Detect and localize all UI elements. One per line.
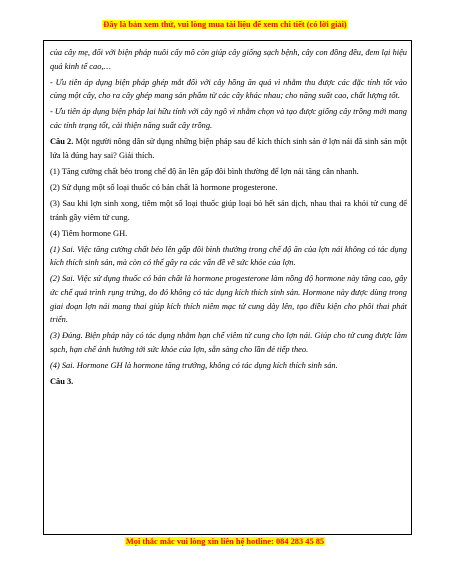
- question-2: [50, 135, 407, 162]
- option-3: (3) Sau khi lợn sinh xong, tiêm một số loại thuốc giúp loại bỏ hết sản dịch, nhau thai ra khỏi tử cung để tránh gây viêm tử cung.: [50, 198, 407, 222]
- answer-4: (4) Sai. Hormone GH là hormone tăng trưởng, không có tác dụng kích thích sinh sản.: [50, 361, 338, 371]
- question-3-label: Câu 3.: [50, 377, 74, 387]
- hotline-footer-banner: [0, 536, 450, 547]
- option-4: (4) Tiêm hormone GH.: [50, 228, 128, 238]
- question-2-label: Câu 2.: [50, 137, 74, 147]
- question-2-text: Một người nông dân sử dụng những biện pháp sau để kích thích sinh sản ở lợn nái đã sinh sản một lứa là đúng hay sai? Giải thích.: [50, 137, 407, 160]
- answer-1: (1) Sai. Việc tăng cường chất béo lên gấp đôi bình thường trong chế độ ăn của lợn nái không có tác dụng kích thích sinh sản, mà còn có thể gây ra các vấn đề về sức khỏe của lợn.: [50, 244, 407, 268]
- paragraph-answer-continuation: của cây mẹ, đối với biện pháp nuôi cấy mô còn giúp cây giống sạch bệnh, cây con đồng đều, đem lại hiệu quả kinh tế cao,…: [50, 48, 407, 71]
- answer-3: (3) Đúng. Biện pháp này có tác dụng nhằm hạn chế viêm tử cung cho lợn nái. Giúp cho tử cung được làm sạch, hạn chế ảnh hưởng tới sức khỏe của lợn, sẵn sàng cho lần đẻ tiếp theo.: [50, 331, 407, 355]
- answer-2: (2) Sai. Việc sử dụng thuốc có bản chất là hormone progesterone làm nồng độ hormone này tăng cao, gây ức chế quá trình rụng trứng, do đó không có tác dụng kích thích sinh sản. Hormone này được dùng trong giai đoạn lợn nái mang thai giúp kích thích niêm mạc tử cung dày lên, tạo điều kiện cho phôi thai phát triển.: [50, 274, 407, 325]
- paragraph-grafting-note: - Ưu tiên áp dụng biện pháp ghép mắt đối với cây hồng ăn quả vì nhằm thu được các đặc tính tốt vào cùng một cây, cho ra cây ghép mang sản phẩm từ các cây khác nhau; cho năng suất cao, chất lượng tốt.: [50, 77, 407, 101]
- hotline-footer-text: Mọi thắc mắc vui lòng xin liên hệ hotline: 084 283 45 85: [125, 537, 325, 546]
- option-2: (2) Sử dụng một số loại thuốc có bản chất là hormone progesterone.: [50, 182, 278, 192]
- document-content-box: [43, 40, 412, 535]
- preview-notice-text: Đây là bản xem thử, vui lòng mua tài liệu để xem chi tiết (có lời giải): [103, 20, 347, 29]
- preview-notice-banner: [0, 19, 450, 30]
- option-1: (1) Tăng cường chất béo trong chế độ ăn lên gấp đôi bình thường để lợn nái tăng cân nhanh.: [50, 166, 359, 176]
- paragraph-hybrid-note: - Ưu tiên áp dụng biện pháp lai hữu tính với cây ngô vì nhằm chọn và tạo được giống cây trồng mới mang các tính trạng tốt, cải thiện năng suất cây trồng.: [50, 107, 407, 131]
